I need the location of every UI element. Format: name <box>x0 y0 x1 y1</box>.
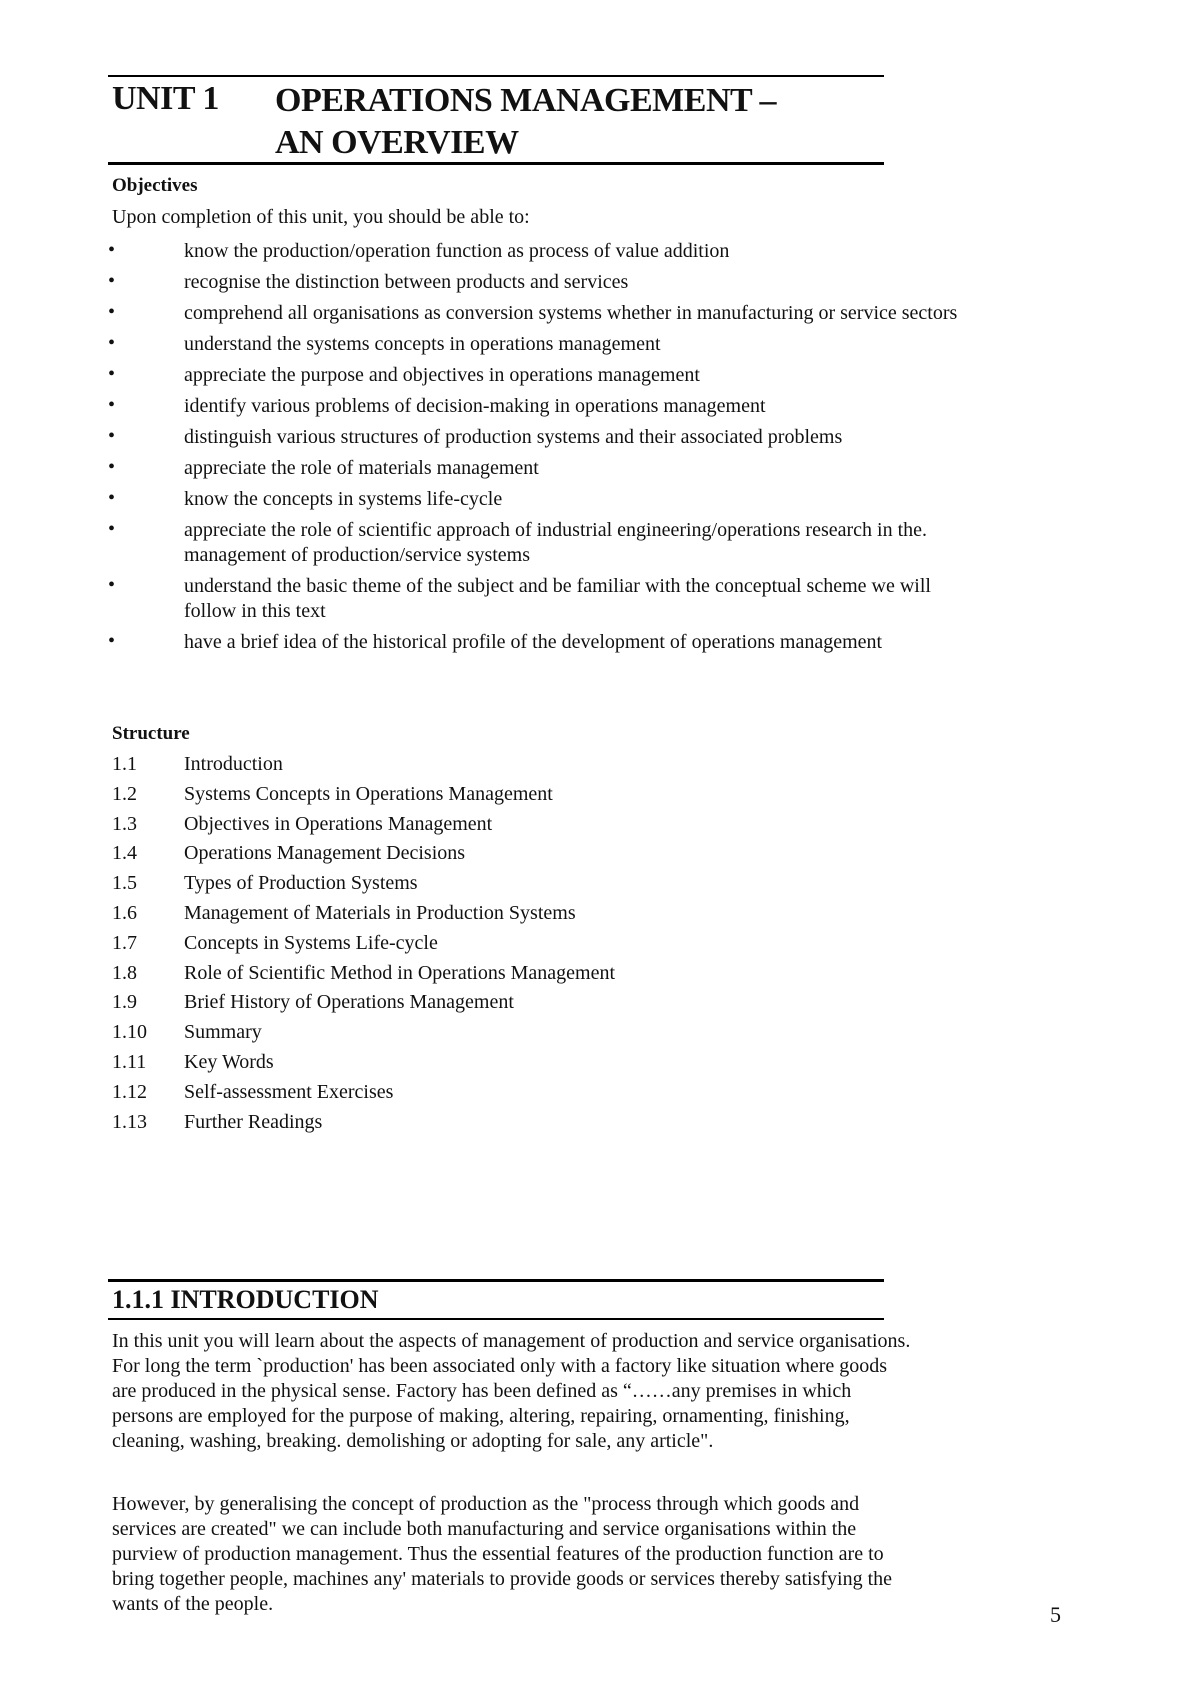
structure-item <box>112 1110 812 1140</box>
objective-text: identify various problems of decision-making in operations management <box>184 395 766 417</box>
structure-item <box>112 782 812 812</box>
bullet-icon: • <box>108 518 116 540</box>
bullet-icon: • <box>108 270 116 292</box>
objective-item <box>108 301 958 326</box>
structure-item-number: 1.13 <box>112 1110 147 1133</box>
structure-item-title: Summary <box>184 1021 262 1044</box>
objective-item <box>108 456 958 481</box>
structure-item-title: Operations Management Decisions <box>184 842 466 865</box>
section-top-rule <box>108 1279 884 1282</box>
bullet-icon: • <box>108 239 116 261</box>
structure-item <box>112 1080 812 1110</box>
unit-title-line-1: OPERATIONS MANAGEMENT – <box>275 82 777 119</box>
structure-item-title: Introduction <box>184 753 283 775</box>
structure-item-number: 1.1 <box>112 753 137 775</box>
introduction-heading: 1.1.1 INTRODUCTION <box>112 1285 379 1314</box>
objectives-heading: Objectives <box>112 175 198 196</box>
structure-item <box>112 752 812 782</box>
bullet-icon: • <box>108 630 116 652</box>
structure-item <box>112 990 812 1020</box>
structure-item-title: Systems Concepts in Operations Management <box>184 782 553 805</box>
objective-item <box>108 574 958 624</box>
structure-item-title: Role of Scientific Method in Operations Management <box>184 961 616 984</box>
objective-text: have a brief idea of the historical profile of the development of operations management <box>184 631 883 653</box>
objectives-list <box>108 239 958 661</box>
structure-heading: Structure <box>112 723 190 744</box>
structure-item-title: Self-assessment Exercises <box>184 1080 394 1103</box>
objective-item <box>108 363 958 388</box>
structure-item-title: Types of Production Systems <box>184 872 418 895</box>
structure-item-title: Brief History of Operations Management <box>184 991 514 1014</box>
objective-text: recognise the distinction between products and services <box>184 271 629 293</box>
structure-item <box>112 901 812 931</box>
structure-item-title: Management of Materials in Production Systems <box>184 901 576 924</box>
objective-text: appreciate the role of materials management <box>184 457 539 479</box>
structure-item-number: 1.6 <box>112 901 137 924</box>
objective-text: know the concepts in systems life-cycle <box>184 488 503 510</box>
objective-text: appreciate the purpose and objectives in operations management <box>184 364 700 386</box>
objective-item <box>108 394 958 419</box>
objective-item <box>108 425 958 450</box>
unit-title <box>275 80 776 164</box>
structure-item <box>112 961 812 991</box>
structure-item <box>112 931 812 961</box>
structure-item-title: Objectives in Operations Management <box>184 812 493 835</box>
structure-item-title: Key Words <box>184 1050 274 1073</box>
structure-item-title: Further Readings <box>184 1110 323 1133</box>
objective-item <box>108 630 958 655</box>
structure-item <box>112 841 812 871</box>
structure-item-number: 1.11 <box>112 1050 147 1073</box>
structure-item-number: 1.4 <box>112 842 137 865</box>
structure-item <box>112 1050 812 1080</box>
objective-text: appreciate the role of scientific approach of industrial engineering/operations research in the. management of production/service systems <box>184 519 928 566</box>
objective-text: know the production/operation function as process of value addition <box>184 240 730 262</box>
objectives-intro: Upon completion of this unit, you should be able to: <box>112 206 530 228</box>
bullet-icon: • <box>108 332 116 354</box>
bullet-icon: • <box>108 456 116 478</box>
objective-item <box>108 239 958 264</box>
top-rule <box>108 75 884 77</box>
structure-item-number: 1.5 <box>112 872 137 895</box>
objective-item <box>108 487 958 512</box>
structure-item <box>112 812 812 842</box>
structure-item-number: 1.10 <box>112 1021 147 1044</box>
objective-item <box>108 270 958 295</box>
structure-item <box>112 1020 812 1050</box>
structure-item-number: 1.12 <box>112 1080 147 1103</box>
objective-item <box>108 332 958 357</box>
bullet-icon: • <box>108 394 116 416</box>
structure-item-number: 1.7 <box>112 931 137 954</box>
objective-text: comprehend all organisations as conversion systems whether in manufacturing or service sectors <box>184 302 958 324</box>
introduction-paragraph-1: In this unit you will learn about the aspects of management of production and service organisations. For long the term `production' has been associated only with a factory like situation where goods are produced in the physical sense. Factory has been defined as “……any premises in which persons are employed for the purpose of making, altering, repairing, ornamenting, finishing, cleaning, washing, breaking. demolishing or adopting for sale, any article". <box>112 1330 911 1452</box>
unit-title-line-2: AN OVERVIEW <box>275 124 519 161</box>
structure-item-number: 1.8 <box>112 961 137 984</box>
structure-item <box>112 871 812 901</box>
structure-item-title: Concepts in Systems Life-cycle <box>184 931 438 954</box>
structure-list <box>112 752 812 1139</box>
bullet-icon: • <box>108 425 116 447</box>
structure-item-number: 1.9 <box>112 991 137 1014</box>
objective-item <box>108 518 958 568</box>
objective-text: distinguish various structures of production systems and their associated problems <box>184 426 843 448</box>
section-bottom-rule <box>108 1318 884 1320</box>
bullet-icon: • <box>108 301 116 323</box>
objective-text: understand the basic theme of the subject and be familiar with the conceptual scheme we will follow in this text <box>184 575 931 622</box>
introduction-paragraph-2: However, by generalising the concept of production as the "process through which goods and services are created" we can include both manufacturing and service organisations within the purview of production management. Thus the essential features of the production function are to bring together people, machines any' materials to provide goods or services thereby satisfying the wants of the people. <box>112 1493 893 1615</box>
bullet-icon: • <box>108 487 116 509</box>
unit-label: UNIT 1 <box>112 80 219 117</box>
objective-text: understand the systems concepts in operations management <box>184 333 661 355</box>
structure-item-number: 1.3 <box>112 812 137 835</box>
page-number: 5 <box>1050 1602 1061 1627</box>
title-underline <box>108 162 884 165</box>
bullet-icon: • <box>108 574 116 596</box>
bullet-icon: • <box>108 363 116 385</box>
structure-item-number: 1.2 <box>112 782 137 805</box>
